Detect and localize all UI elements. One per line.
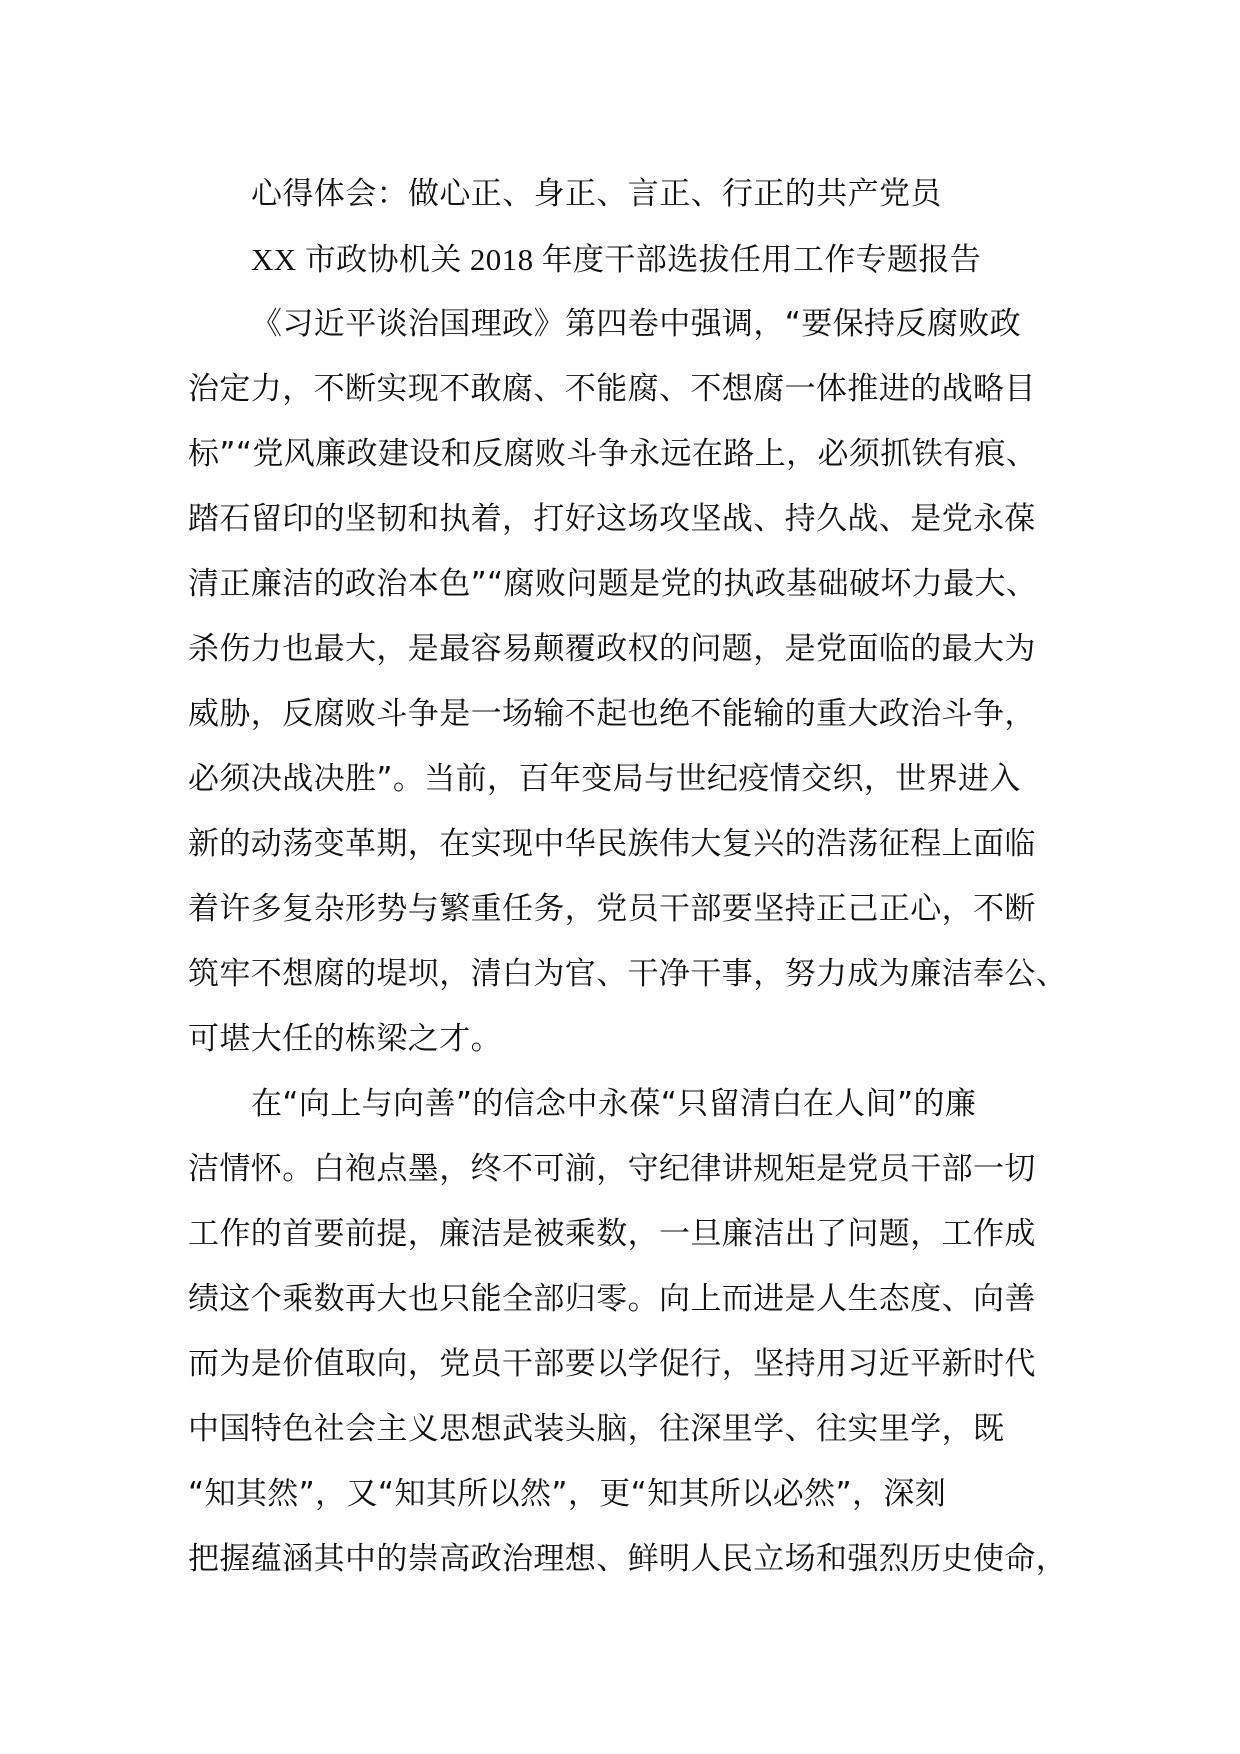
paragraph-line: 着许多复杂形势与繁重任务，党员干部要坚持正己正心，不断 [188,891,1036,927]
paragraph-line: 治定力，不断实现不敢腐、不能腐、不想腐一体推进的战略目 [188,371,1036,407]
paragraph-2 [188,1072,1068,1592]
paragraph-line: 筑牢不想腐的堤坝，清白为官、干净干事，努力成为廉洁奉公、 [188,956,1068,992]
paragraph-line: “知其然”，又“知其所以然”，更“知其所以必然”，深刻 [188,1476,947,1512]
document-heading: 心得体会：做心正、身正、言正、行正的共产党员 [251,176,942,212]
paragraph-line: 把握蕴涵其中的崇高政治理想、鲜明人民立场和强烈历史使命， [188,1541,1068,1577]
paragraph-line: 洁情怀。白袍点墨，终不可湔，守纪律讲规矩是党员干部一切 [188,1151,1036,1187]
paragraph-line: 新的动荡变革期，在实现中华民族伟大复兴的浩荡征程上面临 [188,826,1036,862]
paragraph-line: 清正廉洁的政治本色”“腐败问题是党的执政基础破坏力最大、 [188,566,1038,602]
document-subheading: XX 市政协机关 2018 年度干部选拔任用工作专题报告 [251,242,982,277]
paragraph-line: 中国特色社会主义思想武装头脑，往深里学、往实里学，既 [188,1411,1005,1447]
paragraph-line: 而为是价值取向，党员干部要以学促行，坚持用习近平新时代 [188,1346,1036,1382]
paragraph-line: 在“向上与向善”的信念中永葆“只留清白在人间”的廉 [251,1086,977,1122]
document-body [188,162,1068,1592]
paragraph-line: 必须决战决胜”。当前，百年变局与世纪疫情交织，世界进入 [188,761,1021,797]
paragraph-1 [188,292,1068,1072]
paragraph-line: 《习近平谈治国理政》第四卷中强调，“要保持反腐败政 [251,306,1022,342]
paragraph-line: 标”“党风廉政建设和反腐败斗争永远在路上，必须抓铁有痕、 [188,436,1038,472]
paragraph-line: 可堪大任的栋梁之才。 [188,1021,502,1057]
paragraph-line: 威胁，反腐败斗争是一场输不起也绝不能输的重大政治斗争， [188,696,1036,732]
paragraph-line: 绩这个乘数再大也只能全部归零。向上而进是人生态度、向善 [188,1281,1036,1317]
paragraph-line: 杀伤力也最大，是最容易颠覆政权的问题，是党面临的最大为 [188,631,1036,667]
paragraph-line: 工作的首要前提，廉洁是被乘数，一旦廉洁出了问题，工作成 [188,1216,1036,1252]
paragraph-line: 踏石留印的坚韧和执着，打好这场攻坚战、持久战、是党永葆 [188,501,1036,537]
